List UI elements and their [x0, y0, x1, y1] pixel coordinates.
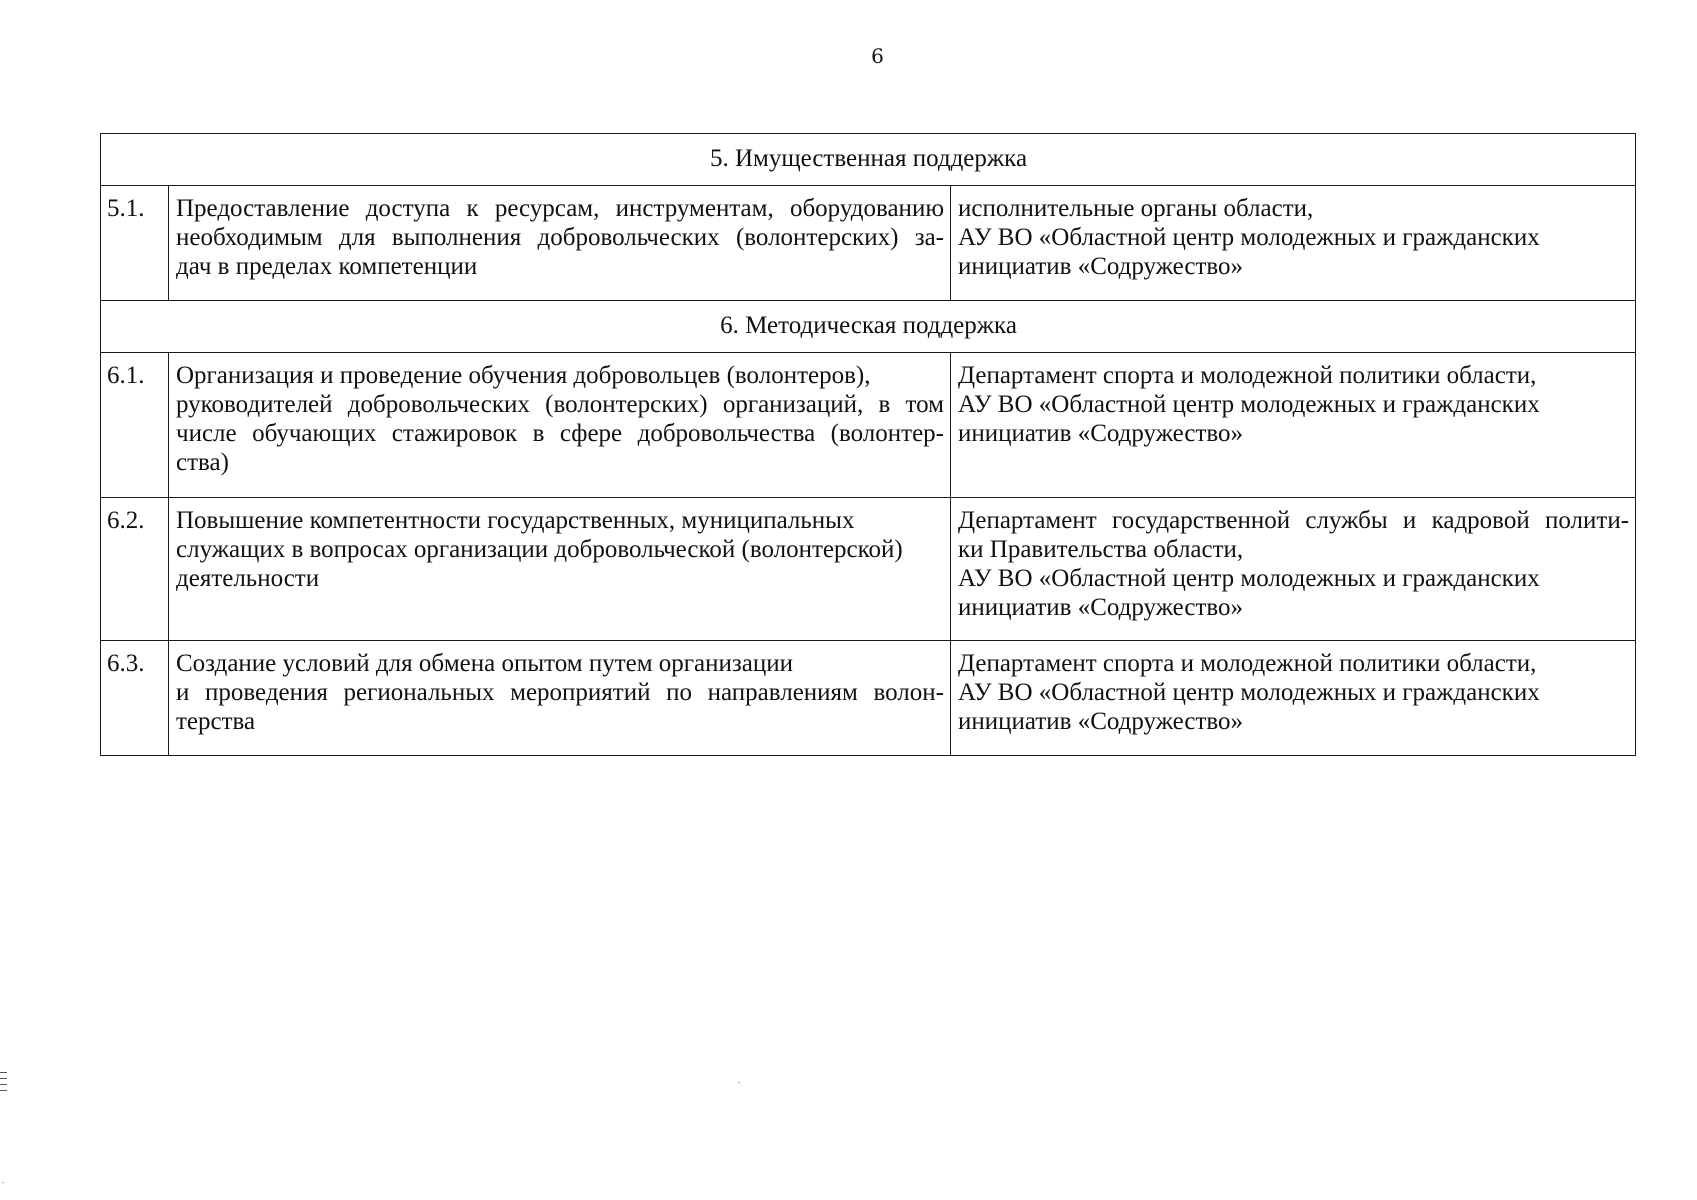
measure-description [169, 641, 951, 756]
measure-description [169, 186, 951, 301]
measure-description [169, 353, 951, 498]
section-heading-row [101, 301, 1636, 353]
row-number: 6.1. [101, 353, 169, 498]
row-number: 6.2. [101, 498, 169, 641]
scan-mark [0, 1084, 7, 1085]
text-line: ства) [176, 449, 229, 476]
scan-mark [0, 1072, 7, 1073]
text-line: и проведения региональных мероприятий по направлениям волон- [176, 679, 944, 706]
text-line: числе обучающих стажировок в сфере добровольчества (волонтер- [176, 420, 944, 447]
responsible-party [951, 353, 1636, 498]
text-line: необходимым для выполнения добровольческих (волонтерских) за- [176, 224, 944, 251]
text-line: АУ ВО «Областной центр молодежных и гражданских [958, 391, 1540, 418]
section-heading: 5. Имущественная поддержка [101, 134, 1636, 186]
scan-speck [2, 1182, 4, 1183]
text-line: Организация и проведение обучения добровольцев (волонтеров), [176, 362, 871, 389]
table-row [101, 186, 1636, 301]
text-line: инициатив «Содружество» [958, 253, 1244, 280]
text-line: Департамент спорта и молодежной политики области, [958, 650, 1537, 677]
text-line: Предоставление доступа к ресурсам, инструментам, оборудованию [176, 195, 944, 222]
text-line: Повышение компетентности государственных, муниципальных [176, 507, 855, 534]
text-line: Департамент спорта и молодежной политики области, [958, 362, 1537, 389]
text-line: деятельности [176, 565, 320, 592]
table-row [101, 498, 1636, 641]
text-line: инициатив «Содружество» [958, 594, 1244, 621]
text-line: АУ ВО «Областной центр молодежных и гражданских [958, 679, 1540, 706]
responsible-party [951, 498, 1636, 641]
text-line: Департамент государственной службы и кадровой полити- [958, 507, 1630, 534]
text-line: Создание условий для обмена опытом путем организации [176, 650, 794, 677]
text-line: АУ ВО «Областной центр молодежных и гражданских [958, 565, 1540, 592]
row-number: 5.1. [101, 186, 169, 301]
table-row [101, 641, 1636, 756]
text-line: инициатив «Содружество» [958, 420, 1244, 447]
scan-mark [0, 1078, 7, 1079]
section-heading-row [101, 134, 1636, 186]
table-row [101, 353, 1636, 498]
text-line: терства [176, 708, 256, 735]
responsible-party [951, 641, 1636, 756]
text-line: руководителей добровольческих (волонтерских) организаций, в том [176, 391, 944, 418]
support-measures-table [100, 133, 1636, 756]
scan-mark [0, 1090, 7, 1091]
scan-edge-marks [0, 1072, 8, 1096]
responsible-party [951, 186, 1636, 301]
text-line: ки Правительства области, [958, 536, 1244, 563]
measure-description [169, 498, 951, 641]
text-line: дач в пределах компетенции [176, 253, 478, 280]
scan-speck [738, 1082, 740, 1083]
text-line: АУ ВО «Областной центр молодежных и гражданских [958, 224, 1540, 251]
section-heading: 6. Методическая поддержка [101, 301, 1636, 353]
text-line: исполнительные органы области, [958, 195, 1314, 222]
text-line: инициатив «Содружество» [958, 708, 1244, 735]
row-number: 6.3. [101, 641, 169, 756]
page-number: 6 [871, 44, 884, 68]
text-line: служащих в вопросах организации добровольческой (волонтерской) [176, 536, 903, 563]
